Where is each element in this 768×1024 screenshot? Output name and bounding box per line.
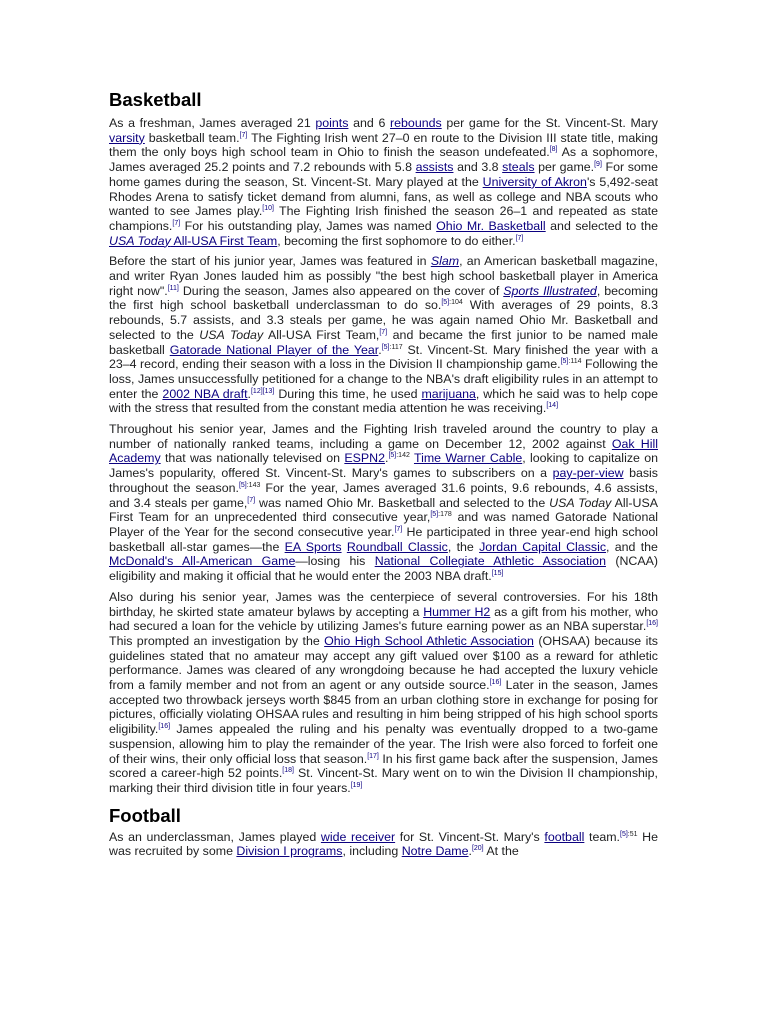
- citation-link[interactable]: [12][13]: [250, 387, 275, 395]
- link-espn2[interactable]: ESPN2: [344, 451, 385, 466]
- text-run: , the: [447, 539, 480, 554]
- link-university-of-akron[interactable]: University of Akron: [482, 174, 587, 189]
- link-assists[interactable]: assists: [415, 160, 454, 175]
- text-run: Later in the season, James accepted two throwback jerseys worth $845 from an urban clothing store in exchange for posing for pictures, officially violating OHSAA rules and resulting in him being stripped of his high school sports eligibility.: [109, 678, 658, 737]
- citation-link[interactable]: [8]: [549, 146, 558, 154]
- citation-link[interactable]: [7]: [247, 496, 256, 504]
- text-run: As a sophomore, James averaged 25.2 points and 7.2 rebounds with 5.8: [109, 145, 658, 175]
- text-run: St. Vincent-St. Mary went on to win the Division II championship, marking their third division title in four years.: [109, 766, 658, 795]
- citation-link[interactable]: [7]: [239, 131, 248, 139]
- citation-link[interactable]: [5]: [388, 452, 397, 460]
- text-run: basis throughout the season.: [109, 466, 658, 495]
- paragraph-freshman-sophomore: [109, 116, 658, 248]
- citation-link[interactable]: [5]: [441, 299, 450, 307]
- link-division-i-programs[interactable]: Division I programs: [236, 844, 343, 859]
- text-run: , becoming the first high school basketball underclassman to do so.: [109, 283, 658, 313]
- paragraph-controversies: [109, 590, 658, 796]
- link-football[interactable]: football: [544, 829, 585, 844]
- link-ohsaa[interactable]: Ohio High School Athletic Association: [324, 633, 534, 648]
- page-number: :114: [568, 358, 582, 366]
- text-run: (NCAA) eligibility and making it official that he would enter the 2003 NBA draft.: [109, 554, 659, 584]
- text-run: , and the: [606, 539, 658, 554]
- text-run: , looking to capitalize on James's popularity, offered St. Vincent-St. Mary's games to subscribers on a: [109, 451, 659, 481]
- citation-link[interactable]: [7]: [394, 525, 403, 533]
- text-run: 's 5,492-seat Rhodes Arena to satisfy ticket demand from alumni, fans, as well as college and NBA scouts who wanted to see James play.: [109, 174, 658, 219]
- text-run: per game for the St. Vincent-St. Mary: [441, 116, 658, 130]
- citation-link[interactable]: [5]: [238, 481, 247, 489]
- text-run: Also during his senior year, James was the centerpiece of several controversies. For his 18th birthday, he skirted state amateur bylaws by accepting a: [109, 589, 658, 619]
- text-run: .: [378, 342, 382, 357]
- citation-link[interactable]: [16]: [646, 620, 658, 628]
- link-hummer-h2[interactable]: Hummer H2: [423, 604, 491, 619]
- link-gatorade-player-of-year[interactable]: Gatorade National Player of the Year: [169, 342, 379, 357]
- page-number: :143: [246, 481, 261, 489]
- italic-text: USA Today: [549, 495, 612, 510]
- link-wide-receiver[interactable]: wide receiver: [320, 829, 396, 844]
- text-run: for St. Vincent-St. Mary's: [395, 829, 545, 844]
- text-run: and selected to the: [545, 218, 658, 233]
- text-run: Before the start of his junior year, James was featured in: [109, 254, 431, 269]
- page-number: :178: [438, 511, 452, 519]
- paragraph-junior-year: [109, 254, 658, 416]
- page-number: :104: [449, 299, 463, 307]
- citation-link[interactable]: [7]: [515, 234, 524, 242]
- text-run: that was nationally televised on: [160, 451, 345, 466]
- text-run: At the: [483, 844, 519, 859]
- citation-link[interactable]: [7]: [172, 219, 181, 227]
- text-run: —losing his: [295, 554, 375, 569]
- link-steals[interactable]: steals: [502, 160, 535, 175]
- link-varsity[interactable]: varsity: [109, 130, 145, 145]
- text-run: St. Vincent-St. Mary finished the year with a 23–4 record, ending their season with a loss in the Division II championship game.: [109, 342, 658, 372]
- link-mcdonalds-all-american[interactable]: McDonald's All-American Game: [109, 554, 296, 569]
- link-pay-per-view[interactable]: pay-per-view: [552, 466, 624, 481]
- italic-text: USA Today: [199, 327, 264, 342]
- link-ohio-mr-basketball[interactable]: Ohio Mr. Basketball: [436, 218, 546, 233]
- citation-link[interactable]: [15]: [491, 569, 504, 577]
- link-time-warner-cable[interactable]: Time Warner Cable: [413, 451, 523, 466]
- link-marijuana[interactable]: marijuana: [421, 386, 476, 401]
- text-run: All-USA First Team for an unprecedented third consecutive year,: [109, 495, 658, 525]
- page-number: :117: [389, 343, 403, 351]
- text-run: .: [468, 844, 472, 859]
- link-slam[interactable]: Slam: [430, 254, 460, 269]
- link-roundball-classic[interactable]: Roundball Classic: [346, 539, 448, 554]
- citation-link[interactable]: [17]: [367, 752, 379, 760]
- paragraph-football: [109, 830, 658, 859]
- text-run: The Fighting Irish went 27–0 en route to the Division III state title, making them the only boys high school team in Ohio to finish the season undefeated.: [109, 130, 658, 160]
- text-run: During the season, James also appeared on the cover of: [178, 283, 504, 298]
- link-2002-nba-draft[interactable]: 2002 NBA draft: [162, 386, 248, 401]
- text-run: (OHSAA) because its guidelines stated that no amateur may accept any gift valued over $100 as a reward for athletic performance. James was cleared of any wrongdoing because he had accepted the luxury vehicle from a family member and not from an agent or any outside source.: [109, 633, 658, 693]
- heading-football: Football: [109, 804, 181, 826]
- citation-link[interactable]: [16]: [489, 678, 502, 686]
- citation-link[interactable]: [20]: [471, 845, 484, 853]
- citation-link[interactable]: [16]: [158, 723, 171, 730]
- text-run: , becoming the first sophomore to do either.: [277, 233, 516, 248]
- text-run: , an American basketball magazine, and writer Ryan Jones lauded him as possibly "the best high school basketball player in America right now".: [109, 254, 658, 298]
- link-oak-hill-academy[interactable]: Oak Hill Academy: [109, 436, 659, 466]
- text-run: In his first game back after the suspension, James scored a career-high 52 points.: [109, 751, 658, 781]
- text-run: Throughout his senior year, James and the Fighting Irish traveled around the country to play a number of nationally ranked teams, including a game on December 12, 2002 against: [109, 422, 658, 451]
- heading-basketball: Basketball: [109, 89, 202, 110]
- article-content: [109, 86, 658, 865]
- link-jordan-capital-classic[interactable]: Jordan Capital Classic: [479, 539, 607, 554]
- text-run: as a gift from his mother, who had secured a loan for the vehicle by utilizing James's future earning power as an NBA superstar.: [109, 604, 659, 634]
- link-ea-sports[interactable]: EA Sports: [284, 539, 342, 554]
- link-ncaa[interactable]: National Collegiate Athletic Association: [374, 554, 606, 569]
- text-run: During this time, he used: [274, 386, 422, 401]
- link-points[interactable]: points: [315, 116, 349, 130]
- text-run: , including: [342, 844, 402, 859]
- text-run: With averages of 29 points, 8.3 rebounds, 5.7 assists, and 3.3 steals per game, he was again named Ohio Mr. Basketball and selected to the: [109, 298, 658, 342]
- citation-link[interactable]: [5]: [381, 343, 390, 351]
- text-run: The Fighting Irish finished the season 26–1 and repeated as state champions.: [109, 204, 658, 233]
- citation-link[interactable]: [5]: [560, 358, 569, 366]
- text-run: team.: [584, 829, 620, 844]
- text-run: All-USA First Team,: [263, 327, 380, 342]
- citation-link[interactable]: [5]: [620, 830, 628, 838]
- text-run: .: [247, 386, 251, 401]
- citation-link[interactable]: [14]: [546, 402, 559, 410]
- citation-link[interactable]: [7]: [379, 328, 388, 336]
- link-sports-illustrated[interactable]: Sports Illustrated: [503, 283, 597, 298]
- text-run: For some home games during the season, St. Vincent-St. Mary played at the: [109, 160, 658, 189]
- text-run: was named Ohio Mr. Basketball and selected to the: [255, 495, 550, 510]
- citation-link[interactable]: [9]: [594, 160, 602, 168]
- text-run: and was named Gatorade National Player of the Year for the second consecutive year.: [109, 510, 658, 539]
- text-run: and 3.8: [453, 160, 503, 175]
- link-rebounds[interactable]: rebounds: [390, 116, 442, 130]
- text-run: As a freshman, James averaged 21: [109, 116, 316, 130]
- page-number: :51: [627, 830, 638, 838]
- paragraph-senior-year: [109, 422, 658, 584]
- text-run: James appealed the ruling and his penalty was eventually dropped to a two-game suspension, allowing him to play the remainder of the year. The Irish were also forced to forfeit one of their wins, their only official loss that season.: [109, 722, 658, 766]
- text-run: per game.: [534, 160, 595, 175]
- citation-link[interactable]: [18]: [282, 767, 294, 775]
- text-run: For his outstanding play, James was named: [180, 218, 437, 233]
- text-run: basketball team.: [144, 130, 240, 145]
- citation-link[interactable]: [10]: [262, 205, 274, 213]
- link-all-usa-first-team[interactable]: All-USA First Team: [170, 233, 278, 248]
- text-run: He was recruited by some: [109, 829, 659, 859]
- link-usa-today[interactable]: USA Today: [109, 233, 171, 248]
- text-run: For the year, James averaged 31.6 points, 9.6 rebounds, 4.6 assists, and 3.4 steals per game,: [109, 480, 658, 510]
- link-notre-dame[interactable]: Notre Dame: [401, 844, 469, 859]
- text-run: Following the loss, James unsuccessfully petitioned for a change to the NBA's draft eligibility rules in an attempt to enter the: [109, 357, 659, 401]
- page-number: :142: [396, 452, 410, 460]
- citation-link[interactable]: [5]: [430, 511, 439, 519]
- text-run: , which he said was to help cope with the stress that resulted from the constant media attention he was receiving.: [109, 386, 658, 416]
- text-run: and 6: [348, 116, 391, 130]
- text-run: He participated in three year-end high school basketball all-star games—the: [109, 524, 659, 554]
- citation-link[interactable]: [11]: [167, 284, 179, 292]
- citation-link[interactable]: [19]: [350, 781, 363, 789]
- text-run: This prompted an investigation by the: [109, 633, 325, 648]
- text-run: As an underclassman, James played: [109, 829, 321, 844]
- text-run: .: [384, 451, 389, 466]
- text-run: and became the first junior to be named male basketball: [109, 327, 658, 357]
